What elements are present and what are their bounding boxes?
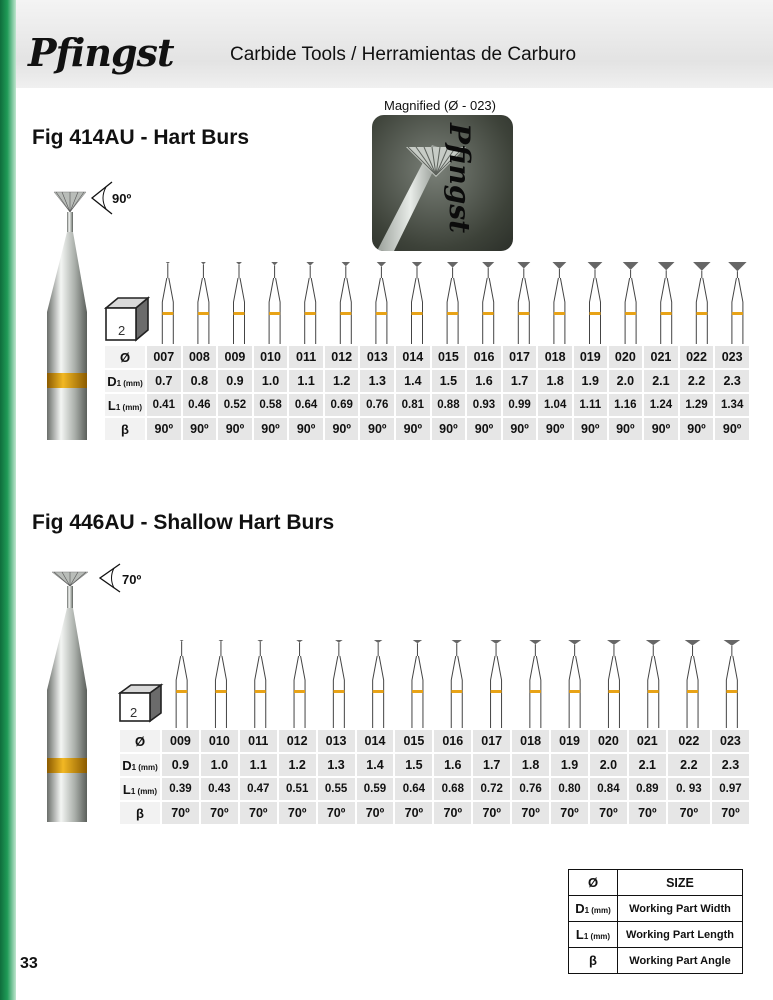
bur-pictogram (215, 640, 226, 728)
bur-pictogram (176, 640, 187, 728)
bur-pictogram (685, 640, 701, 728)
table-cell: 1.5 (395, 754, 432, 776)
table-cell: 016 (434, 730, 471, 752)
page-number: 33 (20, 955, 38, 972)
table-cell: 2.0 (609, 370, 643, 392)
table-cell: 018 (512, 730, 549, 752)
table-cell: 1.3 (360, 370, 394, 392)
spec-table-414au (103, 344, 751, 442)
table-cell: 020 (590, 730, 627, 752)
table-cell: 70º (395, 802, 432, 824)
table-cell: 015 (395, 730, 432, 752)
table-cell: 2.1 (629, 754, 666, 776)
bur-pictogram (376, 262, 387, 344)
magnified-label: Magnified (Ø - 023) (384, 98, 496, 113)
table-cell: 90º (289, 418, 323, 440)
bur-row-446au-group (176, 640, 740, 728)
table-cell: 1.11 (574, 394, 607, 416)
table-cell: 012 (279, 730, 316, 752)
row-label: β (120, 802, 160, 824)
table-cell: 014 (396, 346, 430, 368)
table-cell: 1.16 (609, 394, 643, 416)
table-cell: 90º (680, 418, 714, 440)
table-cell: 009 (218, 346, 252, 368)
table-cell: 0.51 (279, 778, 316, 800)
table-cell: 0.7 (147, 370, 181, 392)
table-cell: 70º (201, 802, 238, 824)
table-cell: 70º (712, 802, 749, 824)
table-cell: 013 (318, 730, 355, 752)
legend-text: SIZE (618, 870, 743, 896)
table-cell: 0.41 (147, 394, 181, 416)
bur-pictogram (658, 262, 675, 344)
table-cell: 90º (574, 418, 607, 440)
table-cell: 0.68 (434, 778, 471, 800)
table-cell: 1.8 (512, 754, 549, 776)
table-cell: 0.76 (512, 778, 549, 800)
table-cell: 022 (680, 346, 714, 368)
table-cell: 2.0 (590, 754, 627, 776)
table-cell: 1.7 (503, 370, 537, 392)
table-cell: 0.76 (360, 394, 394, 416)
angle-label-90: 90º (112, 191, 132, 206)
table-cell: 70º (318, 802, 355, 824)
table-cell: 70º (629, 802, 666, 824)
table-cell: 0.97 (712, 778, 749, 800)
table-cell: 0.59 (357, 778, 394, 800)
table-cell: 013 (360, 346, 394, 368)
table-cell: 014 (357, 730, 394, 752)
bur-pictogram (447, 262, 458, 344)
table-cell: 015 (432, 346, 466, 368)
table-cell: 2.3 (712, 754, 749, 776)
row-label: Ø (105, 346, 145, 368)
table-cell: 017 (503, 346, 537, 368)
table-cell: 0.89 (629, 778, 666, 800)
bur-row-414au-group (162, 262, 746, 344)
table-cell: 021 (629, 730, 666, 752)
table-cell: 2.2 (668, 754, 710, 776)
table-cell: 016 (467, 346, 501, 368)
table-cell: 70º (590, 802, 627, 824)
table-cell: 70º (473, 802, 510, 824)
d1-row (105, 370, 749, 392)
table-cell: 0.99 (503, 394, 537, 416)
table-cell: 023 (715, 346, 749, 368)
table-cell: 010 (201, 730, 238, 752)
table-cell: 0.39 (162, 778, 199, 800)
green-side-band (0, 0, 16, 1000)
table-cell: 1.29 (680, 394, 714, 416)
table-cell: 0.64 (395, 778, 432, 800)
header-title: Carbide Tools / Herramientas de Carburo (230, 44, 577, 65)
legend-text: Working Part Length (618, 922, 743, 948)
legend-row-width (569, 896, 743, 922)
angle-row (120, 802, 749, 824)
table-cell: 2.1 (644, 370, 678, 392)
table-cell: 0.8 (183, 370, 217, 392)
table-cell: 1.7 (473, 754, 510, 776)
table-cell: 0.69 (325, 394, 359, 416)
legend-row-angle (569, 948, 743, 974)
legend-symbol: D1 (mm) (569, 896, 618, 922)
table-cell: 90º (609, 418, 643, 440)
table-cell: 90º (644, 418, 678, 440)
table-cell: 70º (357, 802, 394, 824)
row-label: Ø (120, 730, 160, 752)
table-cell: 0.88 (432, 394, 466, 416)
table-cell: 90º (432, 418, 466, 440)
table-cell: 90º (147, 418, 181, 440)
row-label: D1 (mm) (105, 370, 145, 392)
legend-row-size (569, 870, 743, 896)
legend-row-length (569, 922, 743, 948)
table-cell: 0.72 (473, 778, 510, 800)
table-cell: 020 (609, 346, 643, 368)
bur-pictogram (340, 262, 351, 344)
bur-pictogram (693, 262, 711, 344)
table-cell: 90º (325, 418, 359, 440)
table-cell: 1.24 (644, 394, 678, 416)
table-cell: 90º (218, 418, 252, 440)
legend-text: Working Part Angle (618, 948, 743, 974)
table-cell: 0.46 (183, 394, 217, 416)
table-cell: 90º (467, 418, 501, 440)
table-cell: 70º (279, 802, 316, 824)
bur-pictogram (607, 640, 621, 728)
size-row (120, 730, 749, 752)
table-cell: 1.8 (538, 370, 572, 392)
table-cell: 0.47 (240, 778, 277, 800)
table-cell: 017 (473, 730, 510, 752)
table-cell: 0.43 (201, 778, 238, 800)
table-cell: 022 (668, 730, 710, 752)
table-cell: 007 (147, 346, 181, 368)
table-cell: 018 (538, 346, 572, 368)
bur-pictogram (255, 640, 266, 728)
bur-pictogram (333, 640, 344, 728)
row-label: D1 (mm) (120, 754, 160, 776)
table-cell: 1.34 (715, 394, 749, 416)
bur-row-446au (162, 636, 752, 728)
table-cell: 0.80 (551, 778, 588, 800)
bur-pictogram (724, 640, 741, 728)
bur-pictogram (234, 262, 245, 344)
page-header (16, 0, 773, 88)
legend-symbol: Ø (569, 870, 618, 896)
table-cell: 019 (574, 346, 607, 368)
legend-symbol: L1 (mm) (569, 922, 618, 948)
legend-table (568, 869, 743, 974)
bur-pictogram (552, 262, 566, 344)
legend-symbol: β (569, 948, 618, 974)
table-cell: 0.84 (590, 778, 627, 800)
pfingst-logo: Pfingst (28, 30, 174, 75)
bur-pictogram (588, 262, 603, 344)
magnified-photo-logo: Pfingst (443, 123, 476, 234)
bur-pictogram (162, 262, 173, 344)
bur-pictogram (451, 640, 462, 728)
bur-pictogram (646, 640, 661, 728)
package-box-icon (104, 296, 150, 342)
table-cell: 0.52 (218, 394, 252, 416)
section-title-414au: Fig 414AU - Hart Burs (32, 126, 250, 149)
table-cell: 70º (162, 802, 199, 824)
table-cell: 023 (712, 730, 749, 752)
table-cell: 0.58 (254, 394, 288, 416)
package-box-icon-2 (118, 683, 164, 723)
table-cell: 0.9 (218, 370, 252, 392)
package-quantity-2: 2 (130, 705, 138, 720)
table-cell: 1.5 (432, 370, 466, 392)
table-cell: 011 (289, 346, 323, 368)
bur-pictogram (305, 262, 316, 344)
bur-pictogram (529, 640, 541, 728)
table-cell: 1.2 (279, 754, 316, 776)
table-cell: 1.4 (396, 370, 430, 392)
table-cell: 0.64 (289, 394, 323, 416)
table-cell: 90º (503, 418, 537, 440)
table-cell: 90º (396, 418, 430, 440)
bur-pictogram (568, 640, 581, 728)
table-cell: 90º (715, 418, 749, 440)
bur-pictogram (294, 640, 305, 728)
table-cell: 90º (360, 418, 394, 440)
table-cell: 2.3 (715, 370, 749, 392)
angle-row (105, 418, 749, 440)
table-cell: 010 (254, 346, 288, 368)
row-label: L1 (mm) (120, 778, 160, 800)
bur-pictogram (728, 262, 746, 344)
table-cell: 009 (162, 730, 199, 752)
table-cell: 90º (538, 418, 572, 440)
table-cell: 1.2 (325, 370, 359, 392)
table-cell: 0.9 (162, 754, 199, 776)
table-cell: 70º (434, 802, 471, 824)
bur-row-414au (150, 258, 755, 344)
table-cell: 90º (183, 418, 217, 440)
bur-pictogram (198, 262, 209, 344)
row-label: β (105, 418, 145, 440)
table-cell: 70º (551, 802, 588, 824)
section-title-446au: Fig 446AU - Shallow Hart Burs (32, 511, 335, 534)
bur-pictogram (517, 262, 530, 344)
table-cell: 019 (551, 730, 588, 752)
table-cell: 70º (512, 802, 549, 824)
table-cell: 1.1 (289, 370, 323, 392)
bur-pictogram (412, 640, 423, 728)
table-cell: 2.2 (680, 370, 714, 392)
l1-row (105, 394, 749, 416)
table-cell: 1.0 (254, 370, 288, 392)
table-cell: 1.0 (201, 754, 238, 776)
magnified-photo (372, 115, 513, 251)
bur-pictogram (412, 262, 423, 344)
table-cell: 1.6 (434, 754, 471, 776)
table-cell: 1.3 (318, 754, 355, 776)
table-cell: 1.4 (357, 754, 394, 776)
row-label: L1 (mm) (105, 394, 145, 416)
table-cell: 70º (668, 802, 710, 824)
angle-label-70: 70º (122, 572, 142, 587)
d1-row (120, 754, 749, 776)
table-cell: 0.81 (396, 394, 430, 416)
legend-text: Working Part Width (618, 896, 743, 922)
table-cell: 90º (254, 418, 288, 440)
bur-pictogram (269, 262, 280, 344)
table-cell: 1.9 (574, 370, 607, 392)
table-cell: 011 (240, 730, 277, 752)
table-cell: 0. 93 (668, 778, 710, 800)
spec-table-446au (118, 728, 751, 826)
table-cell: 008 (183, 346, 217, 368)
table-cell: 70º (240, 802, 277, 824)
size-row (105, 346, 749, 368)
l1-row (120, 778, 749, 800)
table-cell: 0.93 (467, 394, 501, 416)
bur-pictogram (490, 640, 501, 728)
bur-pictogram (373, 640, 384, 728)
table-cell: 0.55 (318, 778, 355, 800)
table-cell: 1.9 (551, 754, 588, 776)
bur-pictogram (623, 262, 639, 344)
bur-pictogram (482, 262, 494, 344)
package-quantity: 2 (118, 323, 126, 338)
table-cell: 012 (325, 346, 359, 368)
table-cell: 1.6 (467, 370, 501, 392)
table-cell: 021 (644, 346, 678, 368)
table-cell: 1.04 (538, 394, 572, 416)
table-cell: 1.1 (240, 754, 277, 776)
